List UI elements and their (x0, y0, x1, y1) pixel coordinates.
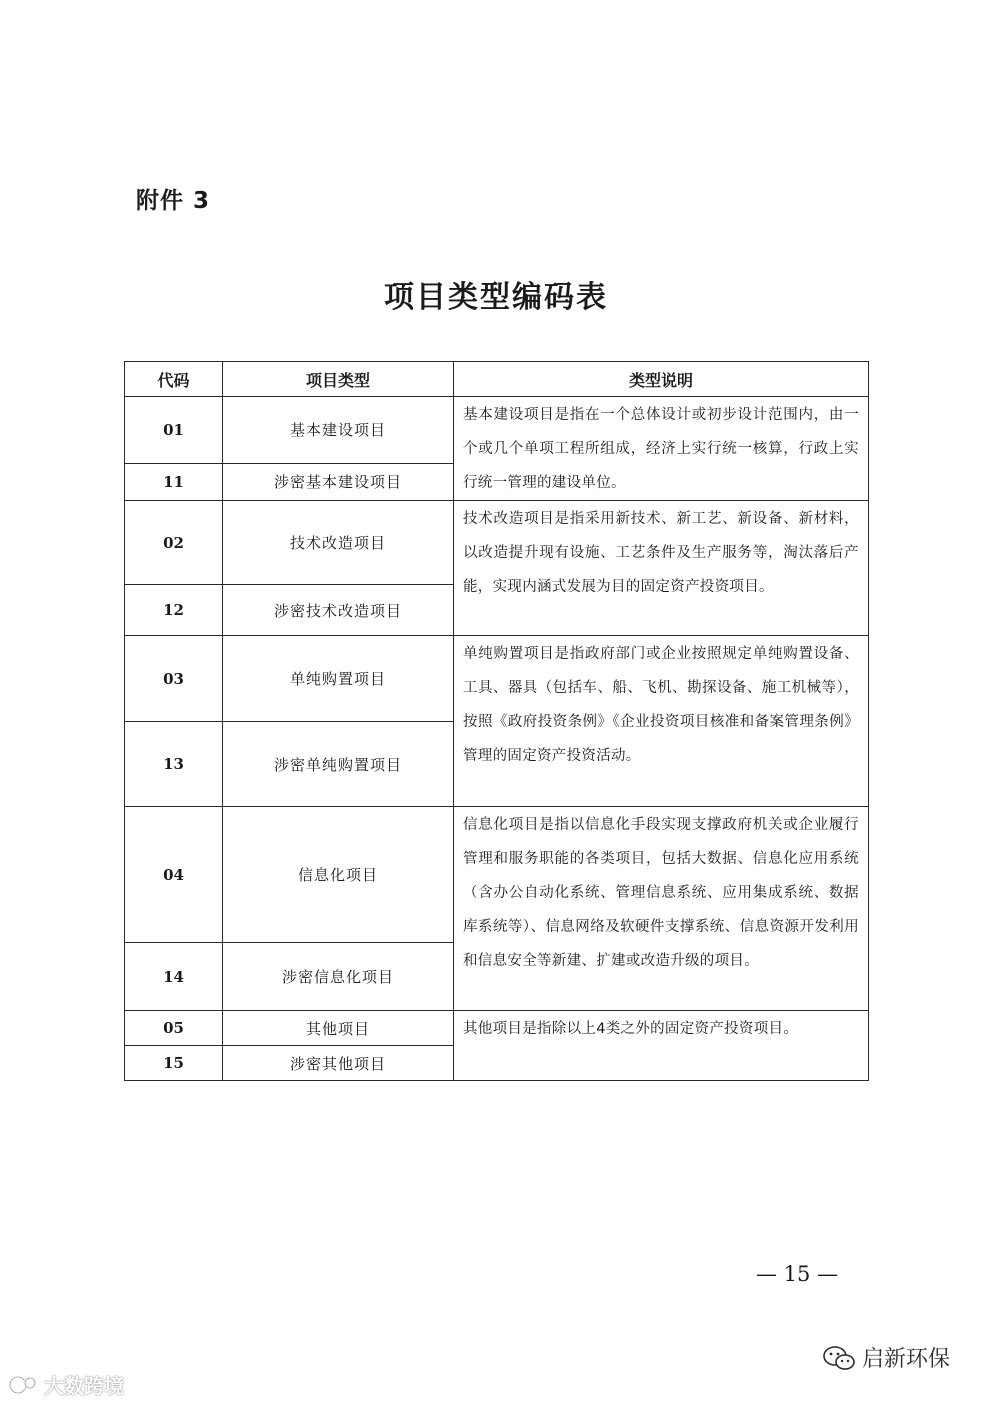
watermark-left-text: 大数跨境 (44, 1374, 124, 1398)
description-cell: 基本建设项目是指在一个总体设计或初步设计范围内，由一个或几个单项工程所组成，经济上实行统一核算，行政上实行统一管理的建设单位。 (454, 397, 869, 501)
table-row (125, 397, 869, 464)
header-description: 类型说明 (454, 362, 869, 397)
description-cell: 单纯购置项目是指政府部门或企业按照规定单纯购置设备、工具、器具（包括车、船、飞机、勘探设备、施工机械等），按照《政府投资条例》《企业投资项目核准和备案管理条例》管理的固定资产投资活动。 (454, 636, 869, 807)
wechat-icon (822, 1344, 856, 1372)
code-cell: 05 (125, 1011, 223, 1046)
type-cell: 基本建设项目 (223, 397, 454, 464)
page-number: — 15 — (756, 1262, 839, 1286)
watermark-right-text: 启新环保 (862, 1347, 951, 1372)
type-cell: 涉密其他项目 (223, 1046, 454, 1081)
type-cell: 单纯购置项目 (223, 636, 454, 722)
type-cell: 涉密基本建设项目 (223, 463, 454, 500)
project-type-code-table (124, 361, 869, 1081)
code-cell: 02 (125, 501, 223, 585)
header-type: 项目类型 (223, 362, 454, 397)
table-row (125, 636, 869, 722)
watermark-right (822, 1342, 950, 1373)
code-cell: 13 (125, 722, 223, 807)
type-cell: 涉密信息化项目 (223, 943, 454, 1011)
code-cell: 04 (125, 807, 223, 943)
table-row (125, 501, 869, 585)
table-row (125, 1011, 869, 1046)
watermark-left (8, 1370, 124, 1399)
header-code: 代码 (125, 362, 223, 397)
document-title: 项目类型编码表 (384, 280, 608, 315)
description-cell: 其他项目是指除以上4类之外的固定资产投资项目。 (454, 1011, 869, 1081)
code-cell: 11 (125, 463, 223, 500)
code-cell: 12 (125, 585, 223, 636)
type-cell: 信息化项目 (223, 807, 454, 943)
code-cell: 15 (125, 1046, 223, 1081)
table-header-row (125, 362, 869, 397)
attachment-label: 附件 3 (136, 188, 211, 214)
code-cell: 01 (125, 397, 223, 464)
type-cell: 其他项目 (223, 1011, 454, 1046)
type-cell: 涉密单纯购置项目 (223, 722, 454, 807)
description-cell: 信息化项目是指以信息化手段实现支撑政府机关或企业履行管理和服务职能的各类项目，包括大数据、信息化应用系统（含办公自动化系统、管理信息系统、应用集成系统、数据库系统等）、信息网络及软硬件支撑系统、信息资源开发利用和信息安全等新建、扩建或改造升级的项目。 (454, 807, 869, 1011)
code-cell: 14 (125, 943, 223, 1011)
logo-icon (8, 1374, 38, 1396)
type-cell: 技术改造项目 (223, 501, 454, 585)
description-cell: 技术改造项目是指采用新技术、新工艺、新设备、新材料，以改造提升现有设施、工艺条件及生产服务等，淘汰落后产能，实现内涵式发展为目的固定资产投资项目。 (454, 501, 869, 636)
type-cell: 涉密技术改造项目 (223, 585, 454, 636)
code-cell: 03 (125, 636, 223, 722)
table-row (125, 807, 869, 943)
